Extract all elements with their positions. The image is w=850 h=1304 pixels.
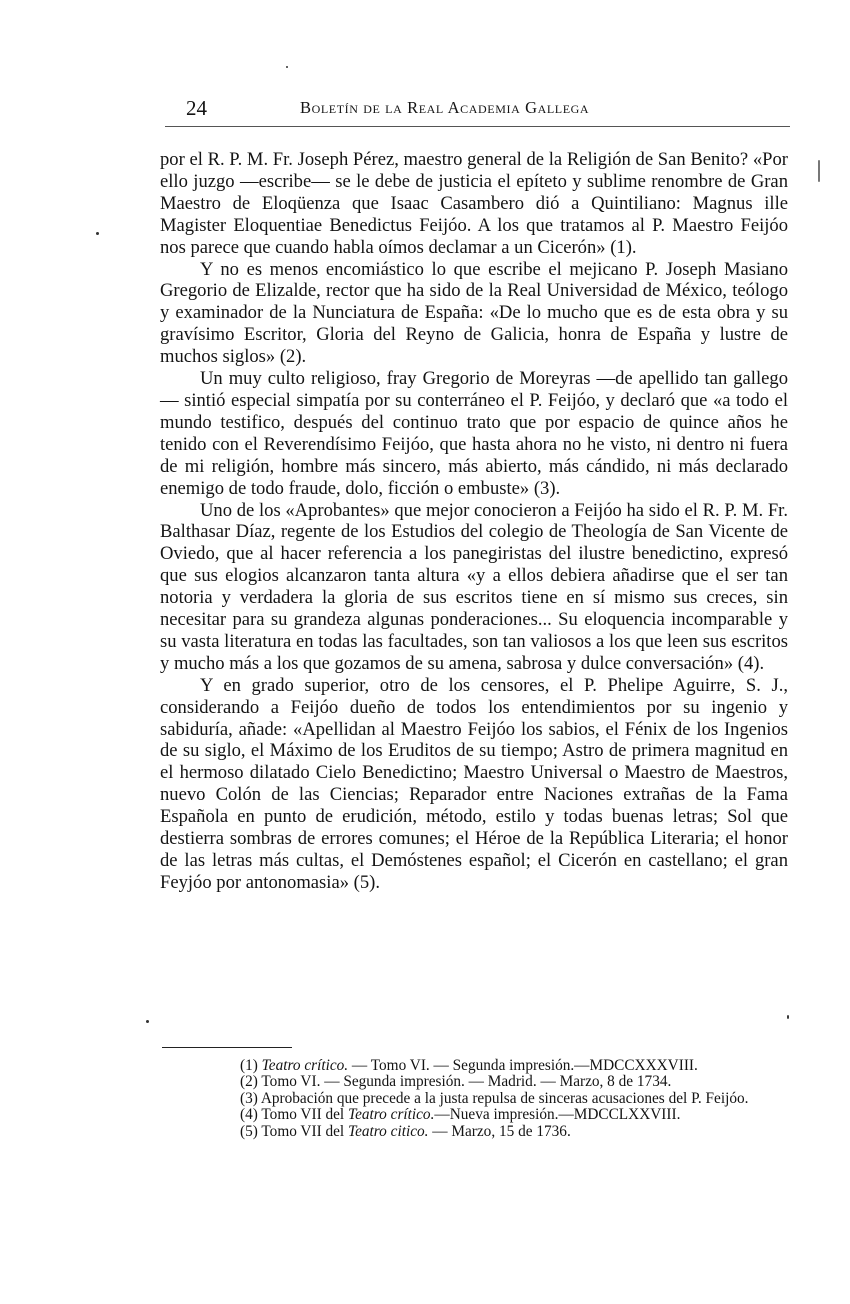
page-number: 24: [186, 96, 207, 120]
footnote-title: Teatro crítico.: [261, 1057, 349, 1074]
footnote-3: [160, 1091, 788, 1107]
paragraph: por el R. P. M. Fr. Joseph Pérez, maestro general de la Religión de San Benito? «Por ello juzgo —escribe— se le debe de justicia el epíteto y sublime renombre de Gran Maestro de Eloqüenza que Isaac Casambero dió a Quintiliano: Magnus ille Magister Eloquentiae Benedictus Feijóo. A los que tratamos al P. Maestro Feijóo nos parece que cuando habla oímos declamar a un Cicerón» (1).: [160, 149, 788, 258]
footnote-number: (1): [240, 1057, 258, 1074]
scan-speck: [286, 66, 288, 68]
paragraph: Un muy culto religioso, fray Gregorio de Moreyras —de apellido tan gallego— sintió especial simpatía por su conterráneo el P. Feijóo, y declaró que «a todo el mundo testifico, después del continuo trato que por espacio de quince años he tenido con el Reverendísimo Feijóo, que hasta ahora no he visto, ni dentro ni fuera de mi religión, hombre más sincero, más abierto, más cándido, ni más declarado enemigo de todo fraude, dolo, ficción o embuste» (3).: [160, 368, 788, 499]
footnotes: [160, 1058, 788, 1140]
scan-speck: [818, 160, 820, 182]
footnote-4: [160, 1107, 788, 1123]
footnote-title: Teatro citico.: [348, 1122, 429, 1140]
running-head: Boletín de la Real Academia Gallega: [300, 98, 590, 117]
footnote-number: (2): [240, 1073, 258, 1091]
footnote-number: (3): [240, 1089, 258, 1107]
footnote-1: [160, 1058, 788, 1074]
footnote-text: —Nueva impresión.—MDCCLXXVIII.: [434, 1106, 681, 1124]
footnote-text: — Marzo, 15 de 1736.: [428, 1122, 571, 1140]
paragraph: Y en grado superior, otro de los censores, el P. Phelipe Aguirre, S. J., considerando a Feijóo dueño de todos los entendimientos por su ingenio y sabiduría, añade: «Apellidan al Maestro Feijóo los sabios, el Fénix de los Ingenios de su siglo, el Máximo de los Eruditos de su tiempo; Astro de primera magnitud en el hermoso dilatado Cielo Benedictino; Maestro Universal o Maestro de Maestros, nuevo Colón de las Ciencias; Reparador entre Naciones extrañas de la Fama Española en punto de erudición, método, estilo y todas buenas letras; Sol que destierra sombras de errores comunes; el Héroe de la República Literaria; el honor de las letras más cultas, el Demóstenes español; el Cicerón en castellano; el gran Feyjóo por antonomasia» (5).: [160, 674, 788, 893]
body-text: [160, 149, 788, 894]
footnote-2: [160, 1074, 788, 1090]
header-rule: [165, 126, 790, 127]
footnote-text: Tomo VII del: [261, 1106, 348, 1124]
footnote-number: (4): [240, 1106, 258, 1124]
footnote-text: Tomo VI. — Segunda impresión. — Madrid. — Marzo, 8 de 1734.: [261, 1073, 672, 1091]
footnote-rule: [162, 1047, 292, 1048]
paragraph: Uno de los «Aprobantes» que mejor conocieron a Feijóo ha sido el R. P. M. Fr. Balthasar Díaz, regente de los Estudios del colegio de Theología de San Vicente de Oviedo, que al hacer referencia a los panegiristas del ilustre benedictino, expresó que sus elogios alcanzaron tanta altura «y a ellos debiera añadirse que el ser tan notoria y verdadera la gloria de sus escritos tiene en sí mismo sus creces, sin necesitar para su grandeza algunas ponderaciones... Su eloquencia incomparable y su vasta literatura en todas las facultades, son tan valiosos a los que leen sus escritos y mucho más a los que gozamos de su amena, sabrosa y dulce conversación» (4).: [160, 499, 788, 674]
footnote-title: Teatro crítico.: [348, 1106, 435, 1124]
scan-speck: [146, 1020, 149, 1023]
scan-speck: [787, 1015, 789, 1019]
footnote-text: Tomo VII del: [261, 1122, 348, 1140]
footnote-5: [160, 1124, 788, 1140]
paragraph: Y no es menos encomiástico lo que escribe el mejicano P. Joseph Masiano Gregorio de Elizalde, rector que ha sido de la Real Universidad de México, teólogo y examinador de la Nunciatura de España: «De lo mucho que es de esta obra y su gravísimo Escritor, Gloria del Reyno de Galicia, honra de España y lustre de muchos siglos» (2).: [160, 258, 788, 368]
scan-speck: [96, 232, 99, 235]
footnote-number: (5): [240, 1122, 258, 1140]
footnote-text: — Tomo VI. — Segunda impresión.—MDCCXXXVIII.: [348, 1057, 698, 1074]
footnote-text: Aprobación que precede a la justa repulsa de sinceras acusaciones del P. Feijóo.: [260, 1089, 749, 1107]
